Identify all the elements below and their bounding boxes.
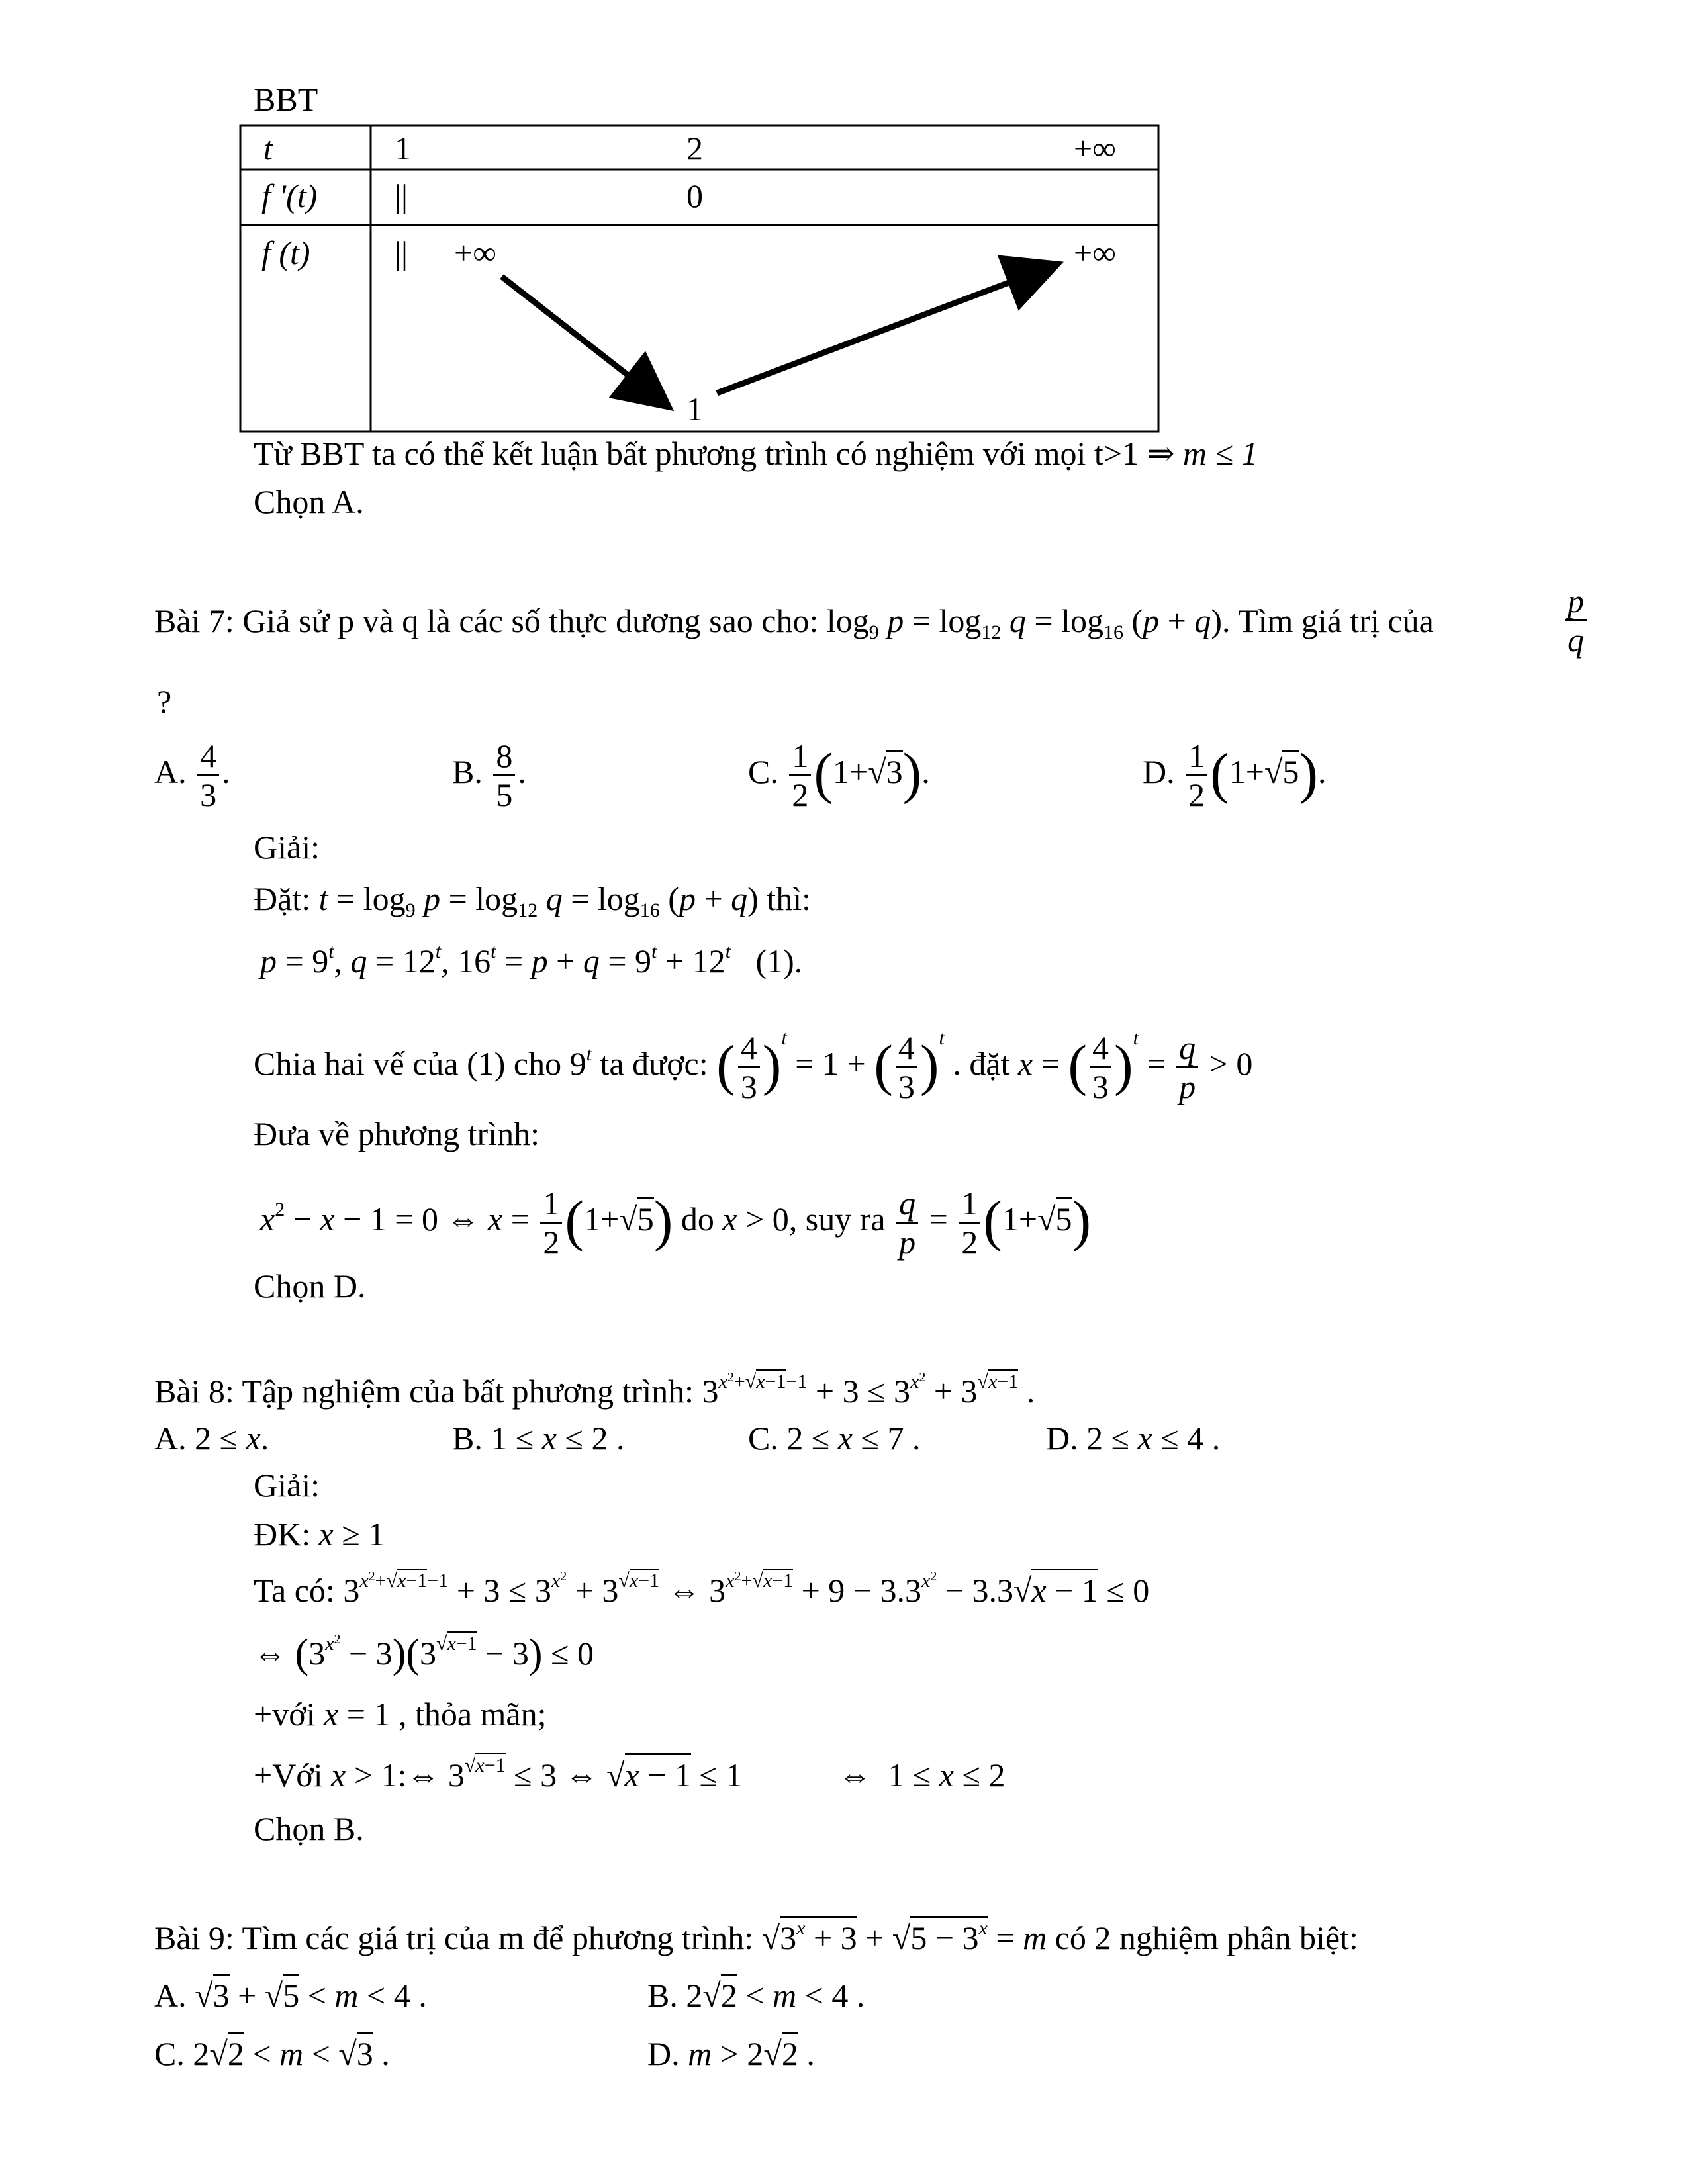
- row-t-label: t: [263, 130, 273, 167]
- bai7-dat-line: Đặt: $t = \log_9 p = \log_{12} q = \log_{16} (p + q)$ thì:: [254, 880, 811, 921]
- bai8-factor-line: ⇔ $(3^{x^2} - 3)(3^{√x-1} - 3) \le 0$: [254, 1631, 594, 1676]
- bai8-option-a: A. 2 ≤ x.: [154, 1420, 269, 1457]
- variation-table: [0, 0, 1688, 463]
- bai7-giai: Giải:: [254, 829, 320, 866]
- bai8-option-d: D. 2 ≤ x ≤ 4 .: [1046, 1420, 1221, 1457]
- bbt-title: BBT: [254, 81, 318, 118]
- bai9-option-d: D. m > 2√2 .: [647, 2034, 815, 2073]
- t-value-inf: +∞: [1074, 130, 1116, 167]
- bai8-choose: Chọn B.: [254, 1810, 364, 1847]
- bai7-system-line: $p = 9^t$, $q = 12^t$, $16^t = p + q = 9^t + 12^t$ (1).: [260, 940, 803, 979]
- bai8-option-b: B. 1 ≤ x ≤ 2 .: [452, 1420, 625, 1457]
- bai8-option-c: C. 2 ≤ x ≤ 7 .: [748, 1420, 921, 1457]
- bai7-quadratic-line: $x^2 - x - 1 = 0$ ⇔ x = $\frac{1}{2}$ (1+√5) do x > 0, suy ra $\frac{q}{p}$ = $\frac{1}{2}$ (1+√5): [260, 1185, 1092, 1261]
- bai7-dua-ve: Đưa về phương trình:: [254, 1115, 539, 1152]
- bbt-choose: Chọn A.: [254, 483, 364, 520]
- f-undefined-bar: ||: [395, 234, 408, 271]
- bai8-case-2: +Với x > 1:⇔ $3^{√x-1} \le 3$ ⇔ √x − 1 ≤ 1 ⇔ 1 ≤ x ≤ 2: [254, 1754, 1006, 1794]
- bai7-fraction-p-over-q: $\frac{p}{q}$: [1562, 582, 1589, 659]
- bai9-option-c: C. 2√2 < m < √3 .: [154, 2034, 390, 2073]
- decreasing-arrow: [502, 277, 665, 404]
- bai7-choose: Chọn D.: [254, 1267, 366, 1304]
- row-f-label: f (t): [261, 234, 310, 271]
- bai7-chia-line: Chia hai vế của (1) cho 9$^t$ ta được: ( $\frac{4}{3}$ )$^t$ = 1 + ( $\frac{4}{3}$ )$^t$ . đặt x = ( $\frac{4}{3}$ )$^t$ = $\frac{q}{p}$ > 0: [254, 1026, 1253, 1105]
- row-fprime-label: f '(t): [261, 177, 318, 214]
- bai9-question: Bài 9: Tìm các giá trị của m để phương trình: $√3^x + 3 + √5 - 3^x = m$ có 2 nghiệm phân biệt:: [154, 1917, 1358, 1956]
- f-right-limit: +∞: [1074, 234, 1116, 271]
- increasing-arrow: [717, 266, 1053, 393]
- fprime-undefined-bar: ||: [395, 177, 408, 214]
- bai8-giai: Giải:: [254, 1467, 320, 1504]
- bai7-option-a: A. $\frac{4}{3}$ .: [154, 737, 230, 813]
- bai9-option-a: A. √3 + √5 < m < 4 .: [154, 1976, 427, 2015]
- f-minimum: 1: [686, 390, 703, 428]
- bai7-option-d: D. $\frac{1}{2}$ (1+√5).: [1143, 737, 1327, 813]
- bai8-case-1: +với x = 1 , thỏa mãn;: [254, 1696, 547, 1733]
- t-value-1: 1: [395, 130, 411, 167]
- fprime-zero: 0: [686, 177, 703, 214]
- bai8-dk: ĐK: x ≥ 1: [254, 1516, 385, 1553]
- bai8-question: Bài 8: Tập nghiệm của bất phương trình: $3^{x^2+√x-1-1} + 3 \le 3^{x^2} + 3^{√x-1}$ .: [154, 1370, 1035, 1410]
- bai7-option-b: B. $\frac{8}{5}$ .: [452, 737, 526, 813]
- bai8-ta-co-line: Ta có: $3^{x^2+√x-1-1} + 3 \le 3^{x^2} + 3^{√x-1}$ ⇔ $3^{x^2+√x-1} + 9 - 3.3^{x^2} - 3.3√x - 1 \le 0$: [254, 1569, 1150, 1609]
- bbt-conclusion: Từ BBT ta có thể kết luận bất phương trình có nghiệm với mọi t>1 ⇒ m ≤ 1: [254, 435, 1258, 472]
- bai7-question: Bài 7: Giả sử p và q là các số thực dương sao cho: $\log_9 p = \log_{12} q = \log_{16} (p + q)$. Tìm giá trị của: [154, 602, 1434, 643]
- bai9-option-b: B. 2√2 < m < 4 .: [647, 1976, 865, 2015]
- t-value-2: 2: [686, 130, 703, 167]
- bai7-question-mark: ?: [157, 683, 172, 720]
- bai7-option-c: C. $\frac{1}{2}$ (1+√3).: [748, 737, 930, 813]
- f-left-limit: +∞: [454, 234, 496, 271]
